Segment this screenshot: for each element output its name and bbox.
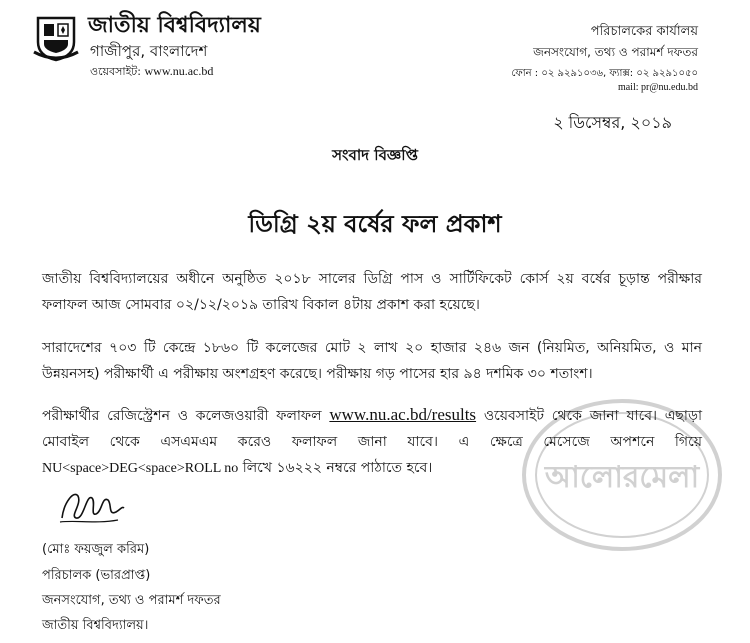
press-release-label: সংবাদ বিজ্ঞপ্তি	[332, 146, 418, 164]
phone-fax: ফোন : ০২ ৯২৯১০৩৬, ফ্যাক্স: ০২ ৯২৯১০৫০	[511, 68, 698, 79]
paragraph-text-before-link: পরীক্ষার্থীর রেজিস্ট্রেশন ও কলেজওয়ারী ফলাফল	[42, 408, 322, 424]
results-link[interactable]: www.nu.ac.bd/results	[329, 405, 477, 424]
department-name: জনসংযোগ, তথ্য ও পরামর্শ দফতর	[533, 45, 698, 59]
email-address[interactable]: mail: pr@nu.edu.bd	[617, 82, 698, 93]
signatory-department: জনসংযোগ, তথ্য ও পরামর্শ দফতর	[42, 593, 221, 608]
website-label: ওয়েবসাইট:	[90, 65, 141, 78]
paragraph-result-published: জাতীয় বিশ্ববিদ্যালয়ের অধীনে অনুষ্ঠিত ২০১৮ সালের ডিগ্রি পাস ও সার্টিফিকেট কোর্স ২য় বর্ষের চূড়ান্ত পরীক্ষার ফলাফল আজ সোমবার ০২/১২/২০১৯ তারিখ বিকাল ৪টায় প্রকাশ করা হয়েছে।	[42, 271, 702, 313]
signature-icon	[56, 482, 126, 532]
university-location: গাজীপুর, বাংলাদেশ	[90, 42, 208, 60]
paragraph-text-end: লিখে ১৬২২২ নম্বরে পাঠাতে হবে।	[242, 460, 433, 476]
office-name: পরিচালকের কার্যালয়	[590, 24, 698, 39]
headline: ডিগ্রি ২য় বর্ষের ফল প্রকাশ	[248, 210, 502, 238]
paragraph-participation: সারাদেশের ৭০৩ টি কেন্দ্রে ১৮৬০ টি কলেজের মোট ২ লাখ ২০ হাজার ২৪৬ জন (নিয়মিত, অনিয়মিত, ও মান উন্নয়নসহ) পরীক্ষার্থী এ পরীক্ষায় অংশগ্রহণ করেছে। পরীক্ষায় গড় পাসের হার ৯৪ দশমিক ৩০ শতাংশ।	[42, 340, 702, 382]
signatory-university: জাতীয় বিশ্ববিদ্যালয়।	[42, 618, 149, 633]
website-line	[90, 63, 213, 82]
signatory-title: পরিচালক (ভারপ্রাপ্ত)	[42, 568, 151, 583]
paragraph-text-after-link: ওয়েবসাইট থেকে জানা যাবে। এছাড়া মোবাইল থেকে এসএমএম করেও ফলাফল জানা যাবে। এ ক্ষেত্রে মেসেজে অপশনে গিয়ে	[42, 408, 703, 450]
university-seal-icon	[32, 14, 80, 62]
sms-format: NU<space>DEG<space>ROLL no	[42, 461, 239, 476]
release-date: ২ ডিসেম্বর, ২০১৯	[553, 113, 672, 132]
university-name: জাতীয় বিশ্ববিদ্যালয়	[88, 13, 261, 38]
paragraph-how-to-check	[42, 402, 702, 482]
signatory-name: (মোঃ ফয়জুল করিম)	[42, 542, 150, 557]
watermark-text: আলোরমেলা	[544, 460, 700, 495]
website-link[interactable]: www.nu.ac.bd	[144, 64, 214, 78]
